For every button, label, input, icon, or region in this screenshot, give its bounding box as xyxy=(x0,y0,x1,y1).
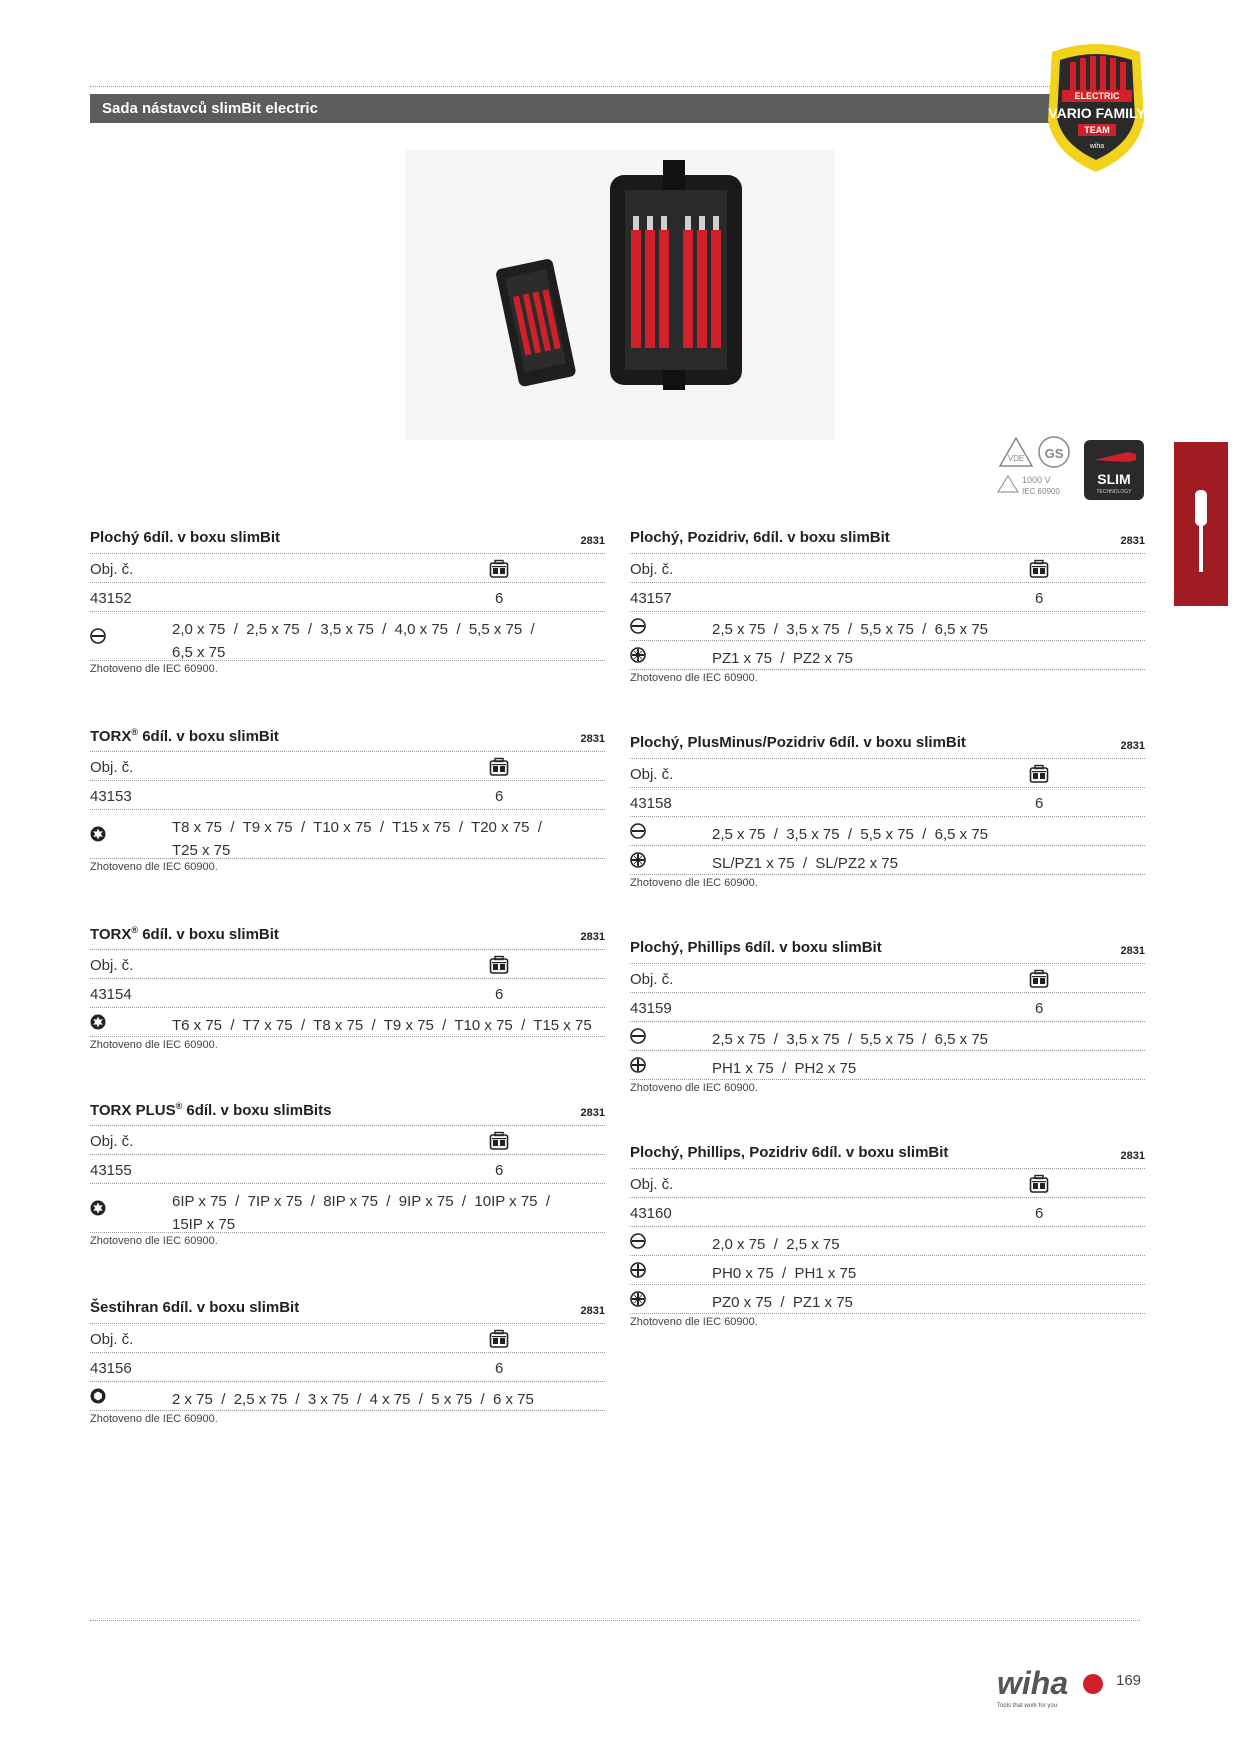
spec-row xyxy=(630,845,1145,874)
series-number: 2831 xyxy=(1120,740,1145,752)
spec-line: 15IP x 75 xyxy=(172,1216,236,1233)
spec-row xyxy=(90,1007,605,1036)
spec-line: PZ1 x 75 / PZ2 x 75 xyxy=(712,650,853,667)
spec-sizes xyxy=(172,618,602,664)
series-number: 2831 xyxy=(580,535,605,547)
quantity: 6 xyxy=(495,986,504,1003)
section-title: Sada nástavců slimBit electric xyxy=(102,100,318,117)
box-quantity-icon xyxy=(489,955,509,975)
spec-line: 6,5 x 75 xyxy=(172,644,226,661)
order-number: 43156 xyxy=(90,1360,132,1377)
product-block-43152 xyxy=(90,523,605,675)
spec-row xyxy=(630,816,1145,845)
product-title xyxy=(630,734,966,751)
order-number-row xyxy=(630,787,1145,816)
phillips-icon xyxy=(630,1262,646,1278)
order-number-row xyxy=(630,992,1145,1021)
product-title xyxy=(90,1101,331,1119)
spec-line: T25 x 75 xyxy=(172,842,231,859)
spec-row xyxy=(630,640,1145,669)
product-title-rest: 6díl. v boxu slimBit xyxy=(138,728,279,745)
quantity: 6 xyxy=(495,1162,504,1179)
spec-line: 2 x 75 / 2,5 x 75 / 3 x 75 / 4 x 75 / 5 x 75 / 6 x 75 xyxy=(172,1391,534,1408)
quantity: 6 xyxy=(1035,1000,1044,1017)
plusminus-pozidriv-icon xyxy=(630,852,646,868)
phillips-icon xyxy=(630,1057,646,1073)
standard-note: Zhotoveno dle IEC 60900. xyxy=(630,874,1145,889)
slim-technology-logo xyxy=(1084,440,1144,500)
order-number-label: Obj. č. xyxy=(90,561,134,578)
section-header xyxy=(90,94,1140,123)
series-number: 2831 xyxy=(580,733,605,745)
slim-text: SLIM xyxy=(1097,471,1131,487)
spec-sizes xyxy=(712,1233,1142,1256)
order-number-header-row xyxy=(90,1125,605,1154)
spec-sizes xyxy=(712,852,1142,875)
registered-mark: ® xyxy=(175,1101,183,1111)
order-number-label: Obj. č. xyxy=(90,759,134,776)
spec-line: T8 x 75 / T9 x 75 / T10 x 75 / T15 x 75 / T20 x 75 / xyxy=(172,819,542,836)
spec-line: SL/PZ1 x 75 / SL/PZ2 x 75 xyxy=(712,855,898,872)
spec-sizes xyxy=(172,1190,602,1236)
box-quantity-icon xyxy=(489,1329,509,1349)
product-header xyxy=(630,728,1145,758)
slotted-icon xyxy=(630,618,646,634)
box-quantity-icon xyxy=(1029,1174,1049,1194)
quantity: 6 xyxy=(1035,1205,1044,1222)
spec-line: 2,0 x 75 / 2,5 x 75 / 3,5 x 75 / 4,0 x 75 / 5,5 x 75 / xyxy=(172,621,535,638)
product-block-43159 xyxy=(630,933,1145,1094)
product-title-text: Plochý, Pozidriv, 6díl. v boxu slimBit xyxy=(630,529,890,546)
slotted-icon xyxy=(630,1233,646,1249)
standard-text: IEC 60900 xyxy=(1022,487,1060,496)
registered-mark: ® xyxy=(131,925,139,935)
spec-sizes xyxy=(712,823,1142,846)
product-header xyxy=(630,933,1145,963)
product-title xyxy=(90,925,279,943)
spec-line: PZ0 x 75 / PZ1 x 75 xyxy=(712,1294,853,1311)
spec-row xyxy=(90,809,605,858)
badge-line-1: ELECTRIC xyxy=(1074,91,1120,101)
spec-sizes xyxy=(172,1388,602,1411)
slotted-icon xyxy=(90,628,106,644)
spec-sizes xyxy=(712,1262,1142,1285)
spec-sizes xyxy=(712,618,1142,641)
product-title-text: Šestihran 6díl. v boxu slimBit xyxy=(90,1299,300,1316)
spec-line: PH0 x 75 / PH1 x 75 xyxy=(712,1265,857,1282)
product-title-rest: 6díl. v boxu slimBits xyxy=(182,1102,332,1119)
spec-sizes xyxy=(172,1014,602,1037)
order-number-label: Obj. č. xyxy=(630,561,674,578)
product-header xyxy=(90,1293,605,1323)
spec-sizes xyxy=(712,1057,1142,1080)
series-number: 2831 xyxy=(580,1107,605,1119)
order-number: 43157 xyxy=(630,590,672,607)
standard-note: Zhotoveno dle IEC 60900. xyxy=(90,660,605,675)
vario-family-badge xyxy=(1042,38,1150,174)
standard-note: Zhotoveno dle IEC 60900. xyxy=(90,1410,605,1425)
quantity: 6 xyxy=(1035,795,1044,812)
series-number: 2831 xyxy=(580,931,605,943)
spec-row xyxy=(630,1226,1145,1255)
product-block-43153 xyxy=(90,721,605,873)
order-number-header-row xyxy=(630,553,1145,582)
product-title xyxy=(90,1299,299,1316)
series-number: 2831 xyxy=(1120,1150,1145,1162)
brand-text: wiha xyxy=(997,1665,1069,1701)
slotted-icon xyxy=(630,823,646,839)
product-block-43156 xyxy=(90,1293,605,1425)
order-number-header-row xyxy=(630,963,1145,992)
order-number-row xyxy=(90,978,605,1007)
box-quantity-icon xyxy=(1029,969,1049,989)
product-block-43160 xyxy=(630,1138,1145,1328)
product-title-text: Plochý, PlusMinus/Pozidriv 6díl. v boxu slimBit xyxy=(630,734,966,751)
torx-icon xyxy=(90,1014,106,1030)
order-number: 43155 xyxy=(90,1162,132,1179)
box-quantity-icon xyxy=(489,757,509,777)
order-number-row xyxy=(90,780,605,809)
order-number-header-row xyxy=(90,553,605,582)
spec-line: 2,5 x 75 / 3,5 x 75 / 5,5 x 75 / 6,5 x 75 xyxy=(712,1031,988,1048)
order-number-row xyxy=(90,1154,605,1183)
product-title-text: TORX PLUS xyxy=(90,1102,176,1119)
order-number-label: Obj. č. xyxy=(630,1176,674,1193)
box-quantity-icon xyxy=(489,559,509,579)
order-number-header-row xyxy=(90,1323,605,1352)
product-title-rest: 6díl. v boxu slimBit xyxy=(138,926,279,943)
spec-sizes xyxy=(712,1291,1142,1314)
quantity: 6 xyxy=(495,590,504,607)
standard-note: Zhotoveno dle IEC 60900. xyxy=(90,858,605,873)
order-number: 43153 xyxy=(90,788,132,805)
product-header xyxy=(630,523,1145,553)
order-number: 43152 xyxy=(90,590,132,607)
slotted-icon xyxy=(630,1028,646,1044)
standard-note: Zhotoveno dle IEC 60900. xyxy=(90,1036,605,1051)
spec-line: 2,0 x 75 / 2,5 x 75 xyxy=(712,1236,840,1253)
box-quantity-icon xyxy=(1029,559,1049,579)
spec-row xyxy=(630,1284,1145,1313)
order-number-header-row xyxy=(90,949,605,978)
product-title xyxy=(90,727,279,745)
series-number: 2831 xyxy=(580,1305,605,1317)
product-title-text: TORX xyxy=(90,926,132,943)
spec-line: 2,5 x 75 / 3,5 x 75 / 5,5 x 75 / 6,5 x 75 xyxy=(712,826,988,843)
category-side-tab xyxy=(1174,442,1228,606)
quantity: 6 xyxy=(1035,590,1044,607)
order-number: 43159 xyxy=(630,1000,672,1017)
order-number-label: Obj. č. xyxy=(90,957,134,974)
slim-sub-text: TECHNOLOGY xyxy=(1096,489,1132,495)
registered-mark: ® xyxy=(131,727,139,737)
product-title xyxy=(630,529,890,546)
spec-line: 2,5 x 75 / 3,5 x 75 / 5,5 x 75 / 6,5 x 75 xyxy=(712,621,988,638)
wiha-logo xyxy=(995,1664,1105,1710)
order-number-label: Obj. č. xyxy=(630,971,674,988)
order-number-label: Obj. č. xyxy=(90,1331,134,1348)
product-header xyxy=(90,919,605,949)
standard-note: Zhotoveno dle IEC 60900. xyxy=(90,1232,605,1247)
quantity: 6 xyxy=(495,1360,504,1377)
order-number-header-row xyxy=(630,1168,1145,1197)
product-title xyxy=(630,939,882,956)
gs-mark: GS xyxy=(1044,446,1064,461)
spec-row xyxy=(630,611,1145,640)
screwdriver-icon xyxy=(1174,442,1228,606)
spec-sizes xyxy=(172,816,602,862)
page-number: 169 xyxy=(1116,1672,1142,1689)
box-quantity-icon xyxy=(489,1131,509,1151)
standard-note: Zhotoveno dle IEC 60900. xyxy=(630,1313,1145,1328)
product-block-43154 xyxy=(90,919,605,1051)
pozidriv-icon xyxy=(630,647,646,663)
spec-sizes xyxy=(712,647,1142,670)
product-title xyxy=(630,1144,948,1161)
order-number-row xyxy=(90,1352,605,1381)
box-quantity-icon xyxy=(1029,764,1049,784)
spec-line: 6IP x 75 / 7IP x 75 / 8IP x 75 / 9IP x 75 / 10IP x 75 / xyxy=(172,1193,551,1210)
badge-line-3: TEAM xyxy=(1084,125,1110,135)
order-number-header-row xyxy=(630,758,1145,787)
product-block-43157 xyxy=(630,523,1145,684)
order-number-row xyxy=(90,582,605,611)
top-divider xyxy=(90,86,1140,87)
bottom-divider xyxy=(90,1620,1140,1621)
product-header xyxy=(630,1138,1145,1168)
product-block-43158 xyxy=(630,728,1145,889)
series-number: 2831 xyxy=(1120,535,1145,547)
product-header xyxy=(90,721,605,751)
order-number-label: Obj. č. xyxy=(630,766,674,783)
product-title-text: TORX xyxy=(90,728,132,745)
product-photo xyxy=(405,150,835,440)
brand-tagline: Tools that work for you xyxy=(997,1703,1058,1709)
spec-row xyxy=(90,1183,605,1232)
certification-marks xyxy=(996,436,1076,500)
product-title-text: Plochý, Phillips 6díl. v boxu slimBit xyxy=(630,939,882,956)
product-header xyxy=(90,1095,605,1125)
order-number-label: Obj. č. xyxy=(90,1133,134,1150)
spec-line: PH1 x 75 / PH2 x 75 xyxy=(712,1060,857,1077)
standard-note: Zhotoveno dle IEC 60900. xyxy=(630,1079,1145,1094)
pozidriv-icon xyxy=(630,1291,646,1307)
vde-mark: VDE xyxy=(1007,454,1025,463)
order-number: 43158 xyxy=(630,795,672,812)
spec-row xyxy=(90,611,605,660)
product-title xyxy=(90,529,280,546)
spec-row xyxy=(90,1381,605,1410)
order-number-row xyxy=(630,1197,1145,1226)
standard-note: Zhotoveno dle IEC 60900. xyxy=(630,669,1145,684)
hex-icon xyxy=(90,1388,106,1404)
series-number: 2831 xyxy=(1120,945,1145,957)
spec-row xyxy=(630,1050,1145,1079)
spec-row xyxy=(630,1255,1145,1284)
order-number: 43154 xyxy=(90,986,132,1003)
voltage-text: 1000 V xyxy=(1022,475,1051,485)
badge-line-4: wiha xyxy=(1089,143,1105,150)
badge-line-2: VARIO FAMILY xyxy=(1048,105,1146,121)
quantity: 6 xyxy=(495,788,504,805)
spec-sizes xyxy=(712,1028,1142,1051)
order-number-header-row xyxy=(90,751,605,780)
torx-plus-icon xyxy=(90,1200,106,1216)
product-title-text: Plochý, Phillips, Pozidriv 6díl. v boxu slimBit xyxy=(630,1144,949,1161)
order-number: 43160 xyxy=(630,1205,672,1222)
torx-icon xyxy=(90,826,106,842)
order-number-row xyxy=(630,582,1145,611)
spec-line: T6 x 75 / T7 x 75 / T8 x 75 / T9 x 75 / T10 x 75 / T15 x 75 xyxy=(172,1017,592,1034)
product-title-text: Plochý 6díl. v boxu slimBit xyxy=(90,529,281,546)
product-header xyxy=(90,523,605,553)
product-block-43155 xyxy=(90,1095,605,1247)
spec-row xyxy=(630,1021,1145,1050)
